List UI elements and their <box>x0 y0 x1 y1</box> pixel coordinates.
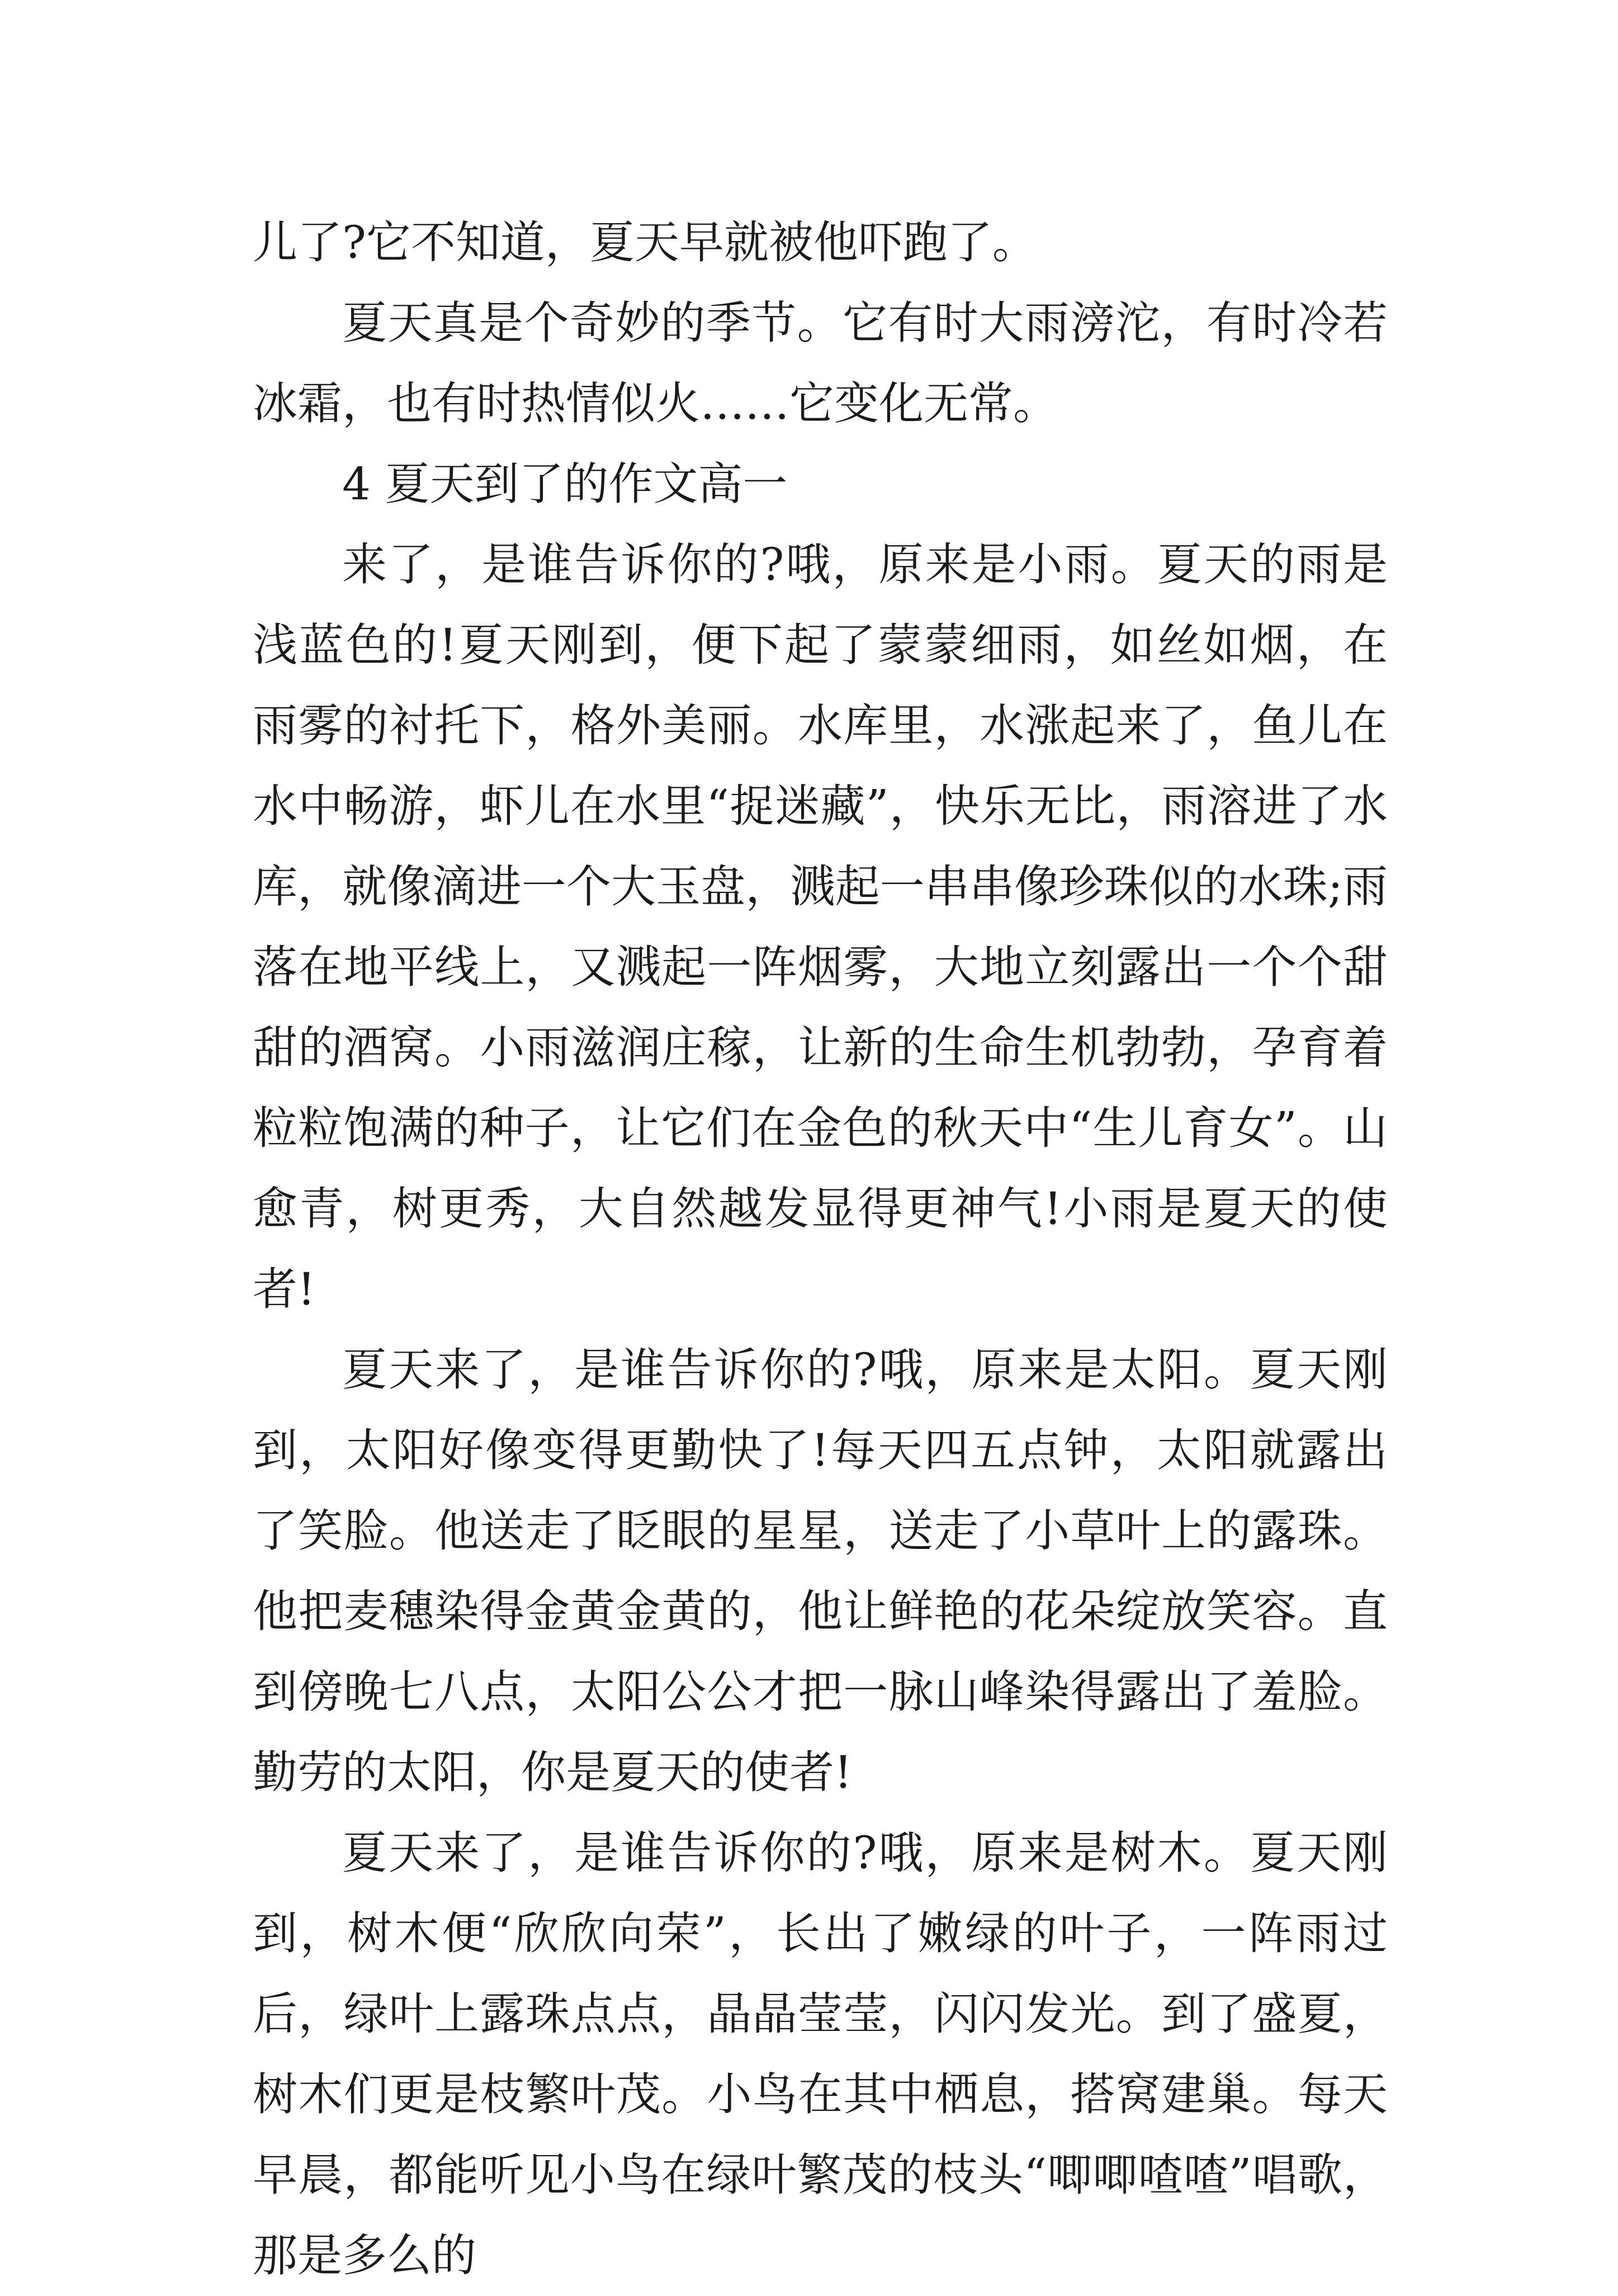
paragraph-rain: 来了，是谁告诉你的?哦，原来是小雨。夏天的雨是浅蓝色的!夏天刚到，便下起了蒙蒙细雨，如丝如烟，在雨雾的衬托下，格外美丽。水库里，水涨起来了，鱼儿在水中畅游，虾儿在水里“捉迷藏”，快乐无比，雨溶进了水库，就像滴进一个大玉盘，溅起一串串像珍珠似的水珠;雨落在地平线上，又溅起一阵烟雾，大地立刻露出一个个甜甜的酒窝。小雨滋润庄稼，让新的生命生机勃勃，孕育着粒粒饱满的种子，让它们在金色的秋天中“生儿育女”。山愈青，树更秀，大自然越发显得更神气!小雨是夏天的使者! <box>253 538 1388 1315</box>
paragraph-summer-wonder: 夏天真是个奇妙的季节。它有时大雨滂沱，有时冷若冰霜，也有时热情似火……它变化无常。 <box>253 297 1388 429</box>
essay-heading: 4 夏天到了的作文高一 <box>342 458 788 510</box>
paragraph-trees: 夏天来了，是谁告诉你的?哦，原来是树木。夏天刚到，树木便“欣欣向荣”，长出了嫩绿的叶子，一阵雨过后，绿叶上露珠点点，晶晶莹莹，闪闪发光。到了盛夏，树木们更是枝繁叶茂。小鸟在其中栖息，搭窝建巢。每天早晨，都能听见小鸟在绿叶繁茂的枝头“唧唧喳喳”唱歌，那是多么的 <box>253 1827 1388 2281</box>
paragraph-sun: 夏天来了，是谁告诉你的?哦，原来是太阳。夏天刚到，太阳好像变得更勤快了!每天四五点钟，太阳就露出了笑脸。他送走了眨眼的星星，送走了小草叶上的露珠。他把麦穗染得金黄金黄的，他让鲜艳的花朵绽放笑容。直到傍晚七八点，太阳公公才把一脉山峰染得露出了羞脸。勤劳的太阳，你是夏天的使者! <box>253 1344 1388 1798</box>
document-body <box>253 202 1388 2296</box>
paragraph-continuation: 儿了?它不知道，夏天早就被他吓跑了。 <box>253 216 1037 268</box>
